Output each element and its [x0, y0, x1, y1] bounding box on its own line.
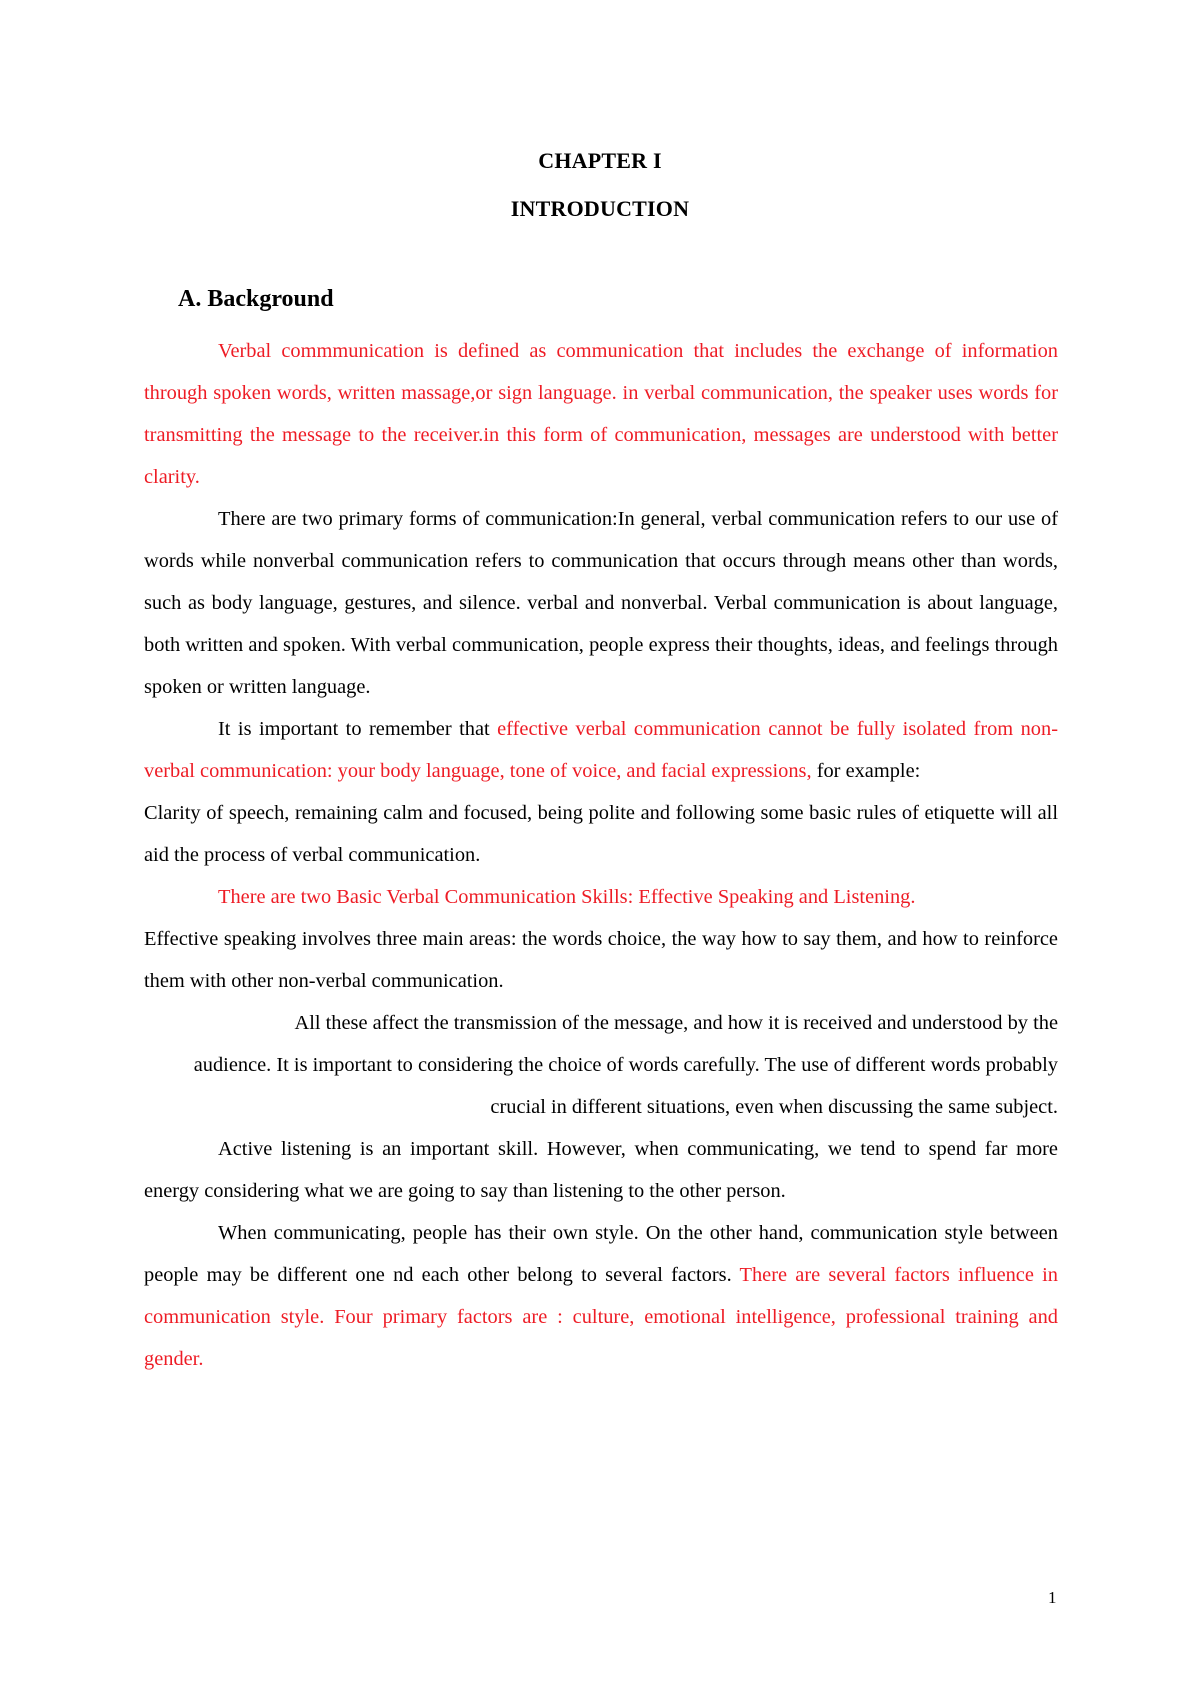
section-heading: A. Background: [178, 286, 334, 312]
chapter-number: CHAPTER I: [538, 148, 662, 173]
paragraph-transmission: All these affect the transmission of the message, and how it is received and understood by the audience. It is important to considering the choice of words carefully. The use of different words probably crucial in different situations, even when discussing the same subject.: [193, 1012, 1058, 1118]
body-text: [144, 330, 1058, 1380]
paragraph-communication-style-start: When communicating, people has their own style. On the other hand, communication style between people may be different one nd each other belong to several factors.: [144, 1222, 1058, 1286]
paragraph-active-listening: Active listening is an important skill. However, when communicating, we tend to spend far more energy considering what we are going to say than listening to the other person.: [144, 1138, 1058, 1202]
paragraph-clarity: Clarity of speech, remaining calm and focused, being polite and following some basic rules of etiquette will all aid the process of verbal communication.: [144, 802, 1058, 866]
paragraph-two-forms: There are two primary forms of communication:In general, verbal communication refers to our use of words while nonverbal communication refers to communication that occurs through means other than words, such as body language, gestures, and silence. verbal and nonverbal. Verbal communication is about language, both written and spoken. With verbal communication, people express their thoughts, ideas, and feelings through spoken or written language.: [144, 508, 1058, 698]
paragraph-communication-style-highlight: There are several factors influence in communication style. Four primary factors are : culture, emotional intelligence, professional training and gender.: [144, 1264, 1058, 1370]
paragraph-basic-skills: There are two Basic Verbal Communication Skills: Effective Speaking and Listening.: [218, 886, 916, 908]
paragraph-effective-speaking: Effective speaking involves three main areas: the words choice, the way how to say them, and how to reinforce them with other non-verbal communication.: [144, 928, 1058, 992]
paragraph-important-remember-end: for example:: [811, 760, 921, 782]
paragraph-verbal-definition: Verbal commmunication is defined as communication that includes the exchange of information through spoken words, written massage,or sign language. in verbal communication, the speaker uses words for transmitting the message to the receiver.in this form of communication, messages are understood with better clarity.: [144, 340, 1058, 488]
chapter-title: INTRODUCTION: [510, 196, 690, 221]
paragraph-important-remember-start: It is important to remember that: [218, 718, 498, 740]
paragraph-important-remember-highlight: effective verbal communication cannot be fully isolated from non-verbal communication: your body language, tone of voice, and facial expressions,: [144, 718, 1058, 782]
page-number: 1: [1048, 1588, 1057, 1607]
paragraph-important-remember: [144, 708, 1058, 792]
paragraph-communication-style: [144, 1212, 1058, 1380]
